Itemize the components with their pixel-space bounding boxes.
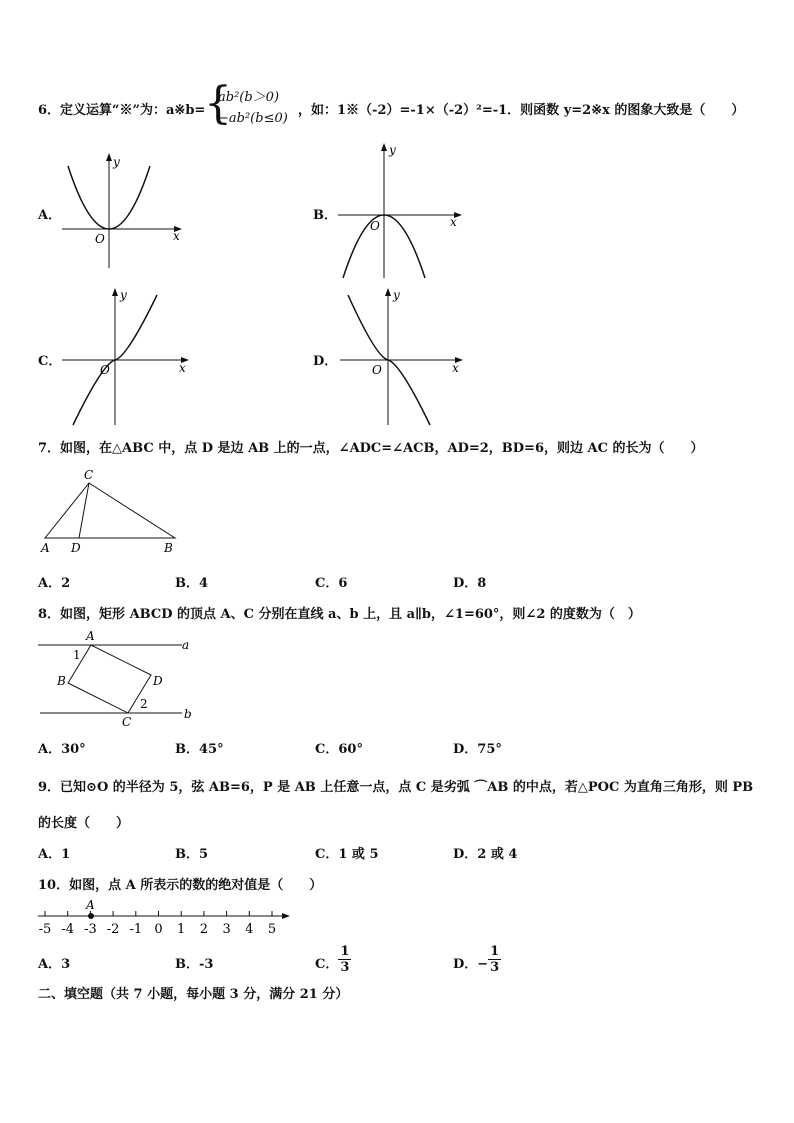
- q8-option-b: B．45°: [175, 742, 224, 757]
- origin-label: O: [372, 363, 382, 377]
- q9-option-b: B．5: [175, 847, 209, 862]
- tick-label: 1: [177, 922, 186, 937]
- q6-graph-a: [58, 150, 188, 272]
- point-a-dot: [88, 913, 94, 919]
- line-b-label: b: [184, 707, 192, 721]
- point-b-label: B: [164, 541, 173, 555]
- q7-text: 7．如图，在△ABC 中，点 D 是边 AB 上的一点，∠ADC=∠ACB，AD=2，BD=6，则边 AC 的长为（ ）: [38, 441, 704, 456]
- q6-graph-c: [58, 285, 198, 427]
- q10-option-d-fraction: $\frac{1}{3}$: [490, 944, 500, 975]
- tick-label: -5: [38, 922, 52, 937]
- q6-option-c-label: C．: [38, 354, 62, 369]
- q10-option-c: [315, 944, 351, 975]
- point-a-label: A: [86, 629, 95, 643]
- q7-triangle-figure: [36, 466, 186, 558]
- point-b-label: B: [57, 674, 66, 688]
- point-d-label: D: [71, 541, 81, 555]
- q6-suffix: ，如：1※（-2）=-1×（-2）²=-1．则函数 y=2※x 的图象大致是（ ）: [298, 103, 745, 118]
- q10-number-line: [34, 896, 294, 940]
- q6-graph-d: [336, 285, 476, 427]
- q6-prefix: 6．定义运算“※”为：a※b=: [38, 103, 206, 118]
- point-c-label: C: [122, 715, 132, 729]
- q6-case1: ab²(b＞0): [218, 90, 280, 105]
- tick-label: 2: [199, 922, 209, 937]
- tick-label: -1: [129, 922, 143, 937]
- angle-1-label: 1: [73, 648, 81, 662]
- q8-rectangle-figure: [36, 628, 196, 730]
- point-d-label: D: [153, 674, 163, 688]
- q10-option-a: A．3: [38, 957, 71, 972]
- axis-x-label: x: [450, 215, 457, 229]
- origin-label: O: [100, 363, 110, 377]
- q10-option-c-label: C．: [315, 957, 339, 972]
- point-a-label: A: [86, 898, 95, 912]
- q10-option-c-fraction: $\frac{1}{3}$: [340, 944, 350, 975]
- q9-option-a: A．1: [38, 847, 71, 862]
- tick-label: -3: [84, 922, 97, 937]
- tick-label: 4: [245, 922, 254, 937]
- section-2-heading: 二、填空题（共 7 小题，每小题 3 分，满分 21 分）: [38, 987, 349, 1002]
- origin-label: O: [370, 219, 380, 233]
- origin-label: O: [95, 232, 105, 246]
- q8-option-d: D．75°: [453, 742, 502, 757]
- tick-label: -4: [61, 922, 75, 937]
- q9-text-line1: 9．已知⊙O 的半径为 5，弦 AB=6，P 是 AB 上任意一点，点 C 是劣弧 ⌒AB 的中点，若△POC 为直角三角形，则 PB: [38, 780, 754, 795]
- axis-x-label: x: [452, 361, 459, 375]
- q10-option-d: [453, 944, 501, 975]
- q6-option-d-label: D．: [313, 354, 338, 369]
- line-a-label: a: [182, 638, 190, 652]
- q10-option-d-label: D．−: [453, 957, 489, 972]
- q10-text: 10．如图，点 A 所表示的数的绝对值是（ ）: [38, 878, 323, 893]
- q10-option-b: B．-3: [175, 957, 214, 972]
- q8-option-a: A．30°: [38, 742, 86, 757]
- q6-case2: −ab²(b≤0): [218, 111, 288, 126]
- point-a-label: A: [41, 541, 50, 555]
- q7-option-c: C．6: [315, 576, 348, 591]
- q7-option-b: B．4: [175, 576, 209, 591]
- q7-option-a: A．2: [38, 576, 71, 591]
- tick-label: 5: [267, 922, 277, 937]
- angle-2-label: 2: [140, 697, 148, 711]
- q9-option-d: D．2 或 4: [453, 847, 518, 862]
- q8-text: 8．如图，矩形 ABCD 的顶点 A、C 分别在直线 a、b 上，且 a∥b，∠1=60°，则∠2 的度数为（ ）: [38, 607, 641, 622]
- q6-option-b-label: B．: [313, 208, 337, 223]
- axis-x-label: x: [173, 229, 180, 243]
- tick-label: -2: [106, 922, 120, 937]
- axis-y-label: y: [389, 143, 396, 157]
- q8-option-c: C．60°: [315, 742, 363, 757]
- q9-option-c: C．1 或 5: [315, 847, 379, 862]
- axis-x-label: x: [179, 361, 186, 375]
- point-c-label: C: [84, 468, 94, 482]
- q7-option-d: D．8: [453, 576, 487, 591]
- q6-graph-b: [336, 140, 466, 282]
- axis-y-label: y: [393, 288, 400, 302]
- q6-option-a-label: A．: [38, 208, 62, 223]
- axis-y-label: y: [120, 288, 127, 302]
- q6-brace: {: [204, 78, 232, 129]
- tick-label: 3: [222, 922, 231, 937]
- tick-label: 0: [154, 922, 163, 937]
- q9-text-line2: 的长度（ ）: [38, 816, 130, 831]
- axis-y-label: y: [113, 155, 120, 169]
